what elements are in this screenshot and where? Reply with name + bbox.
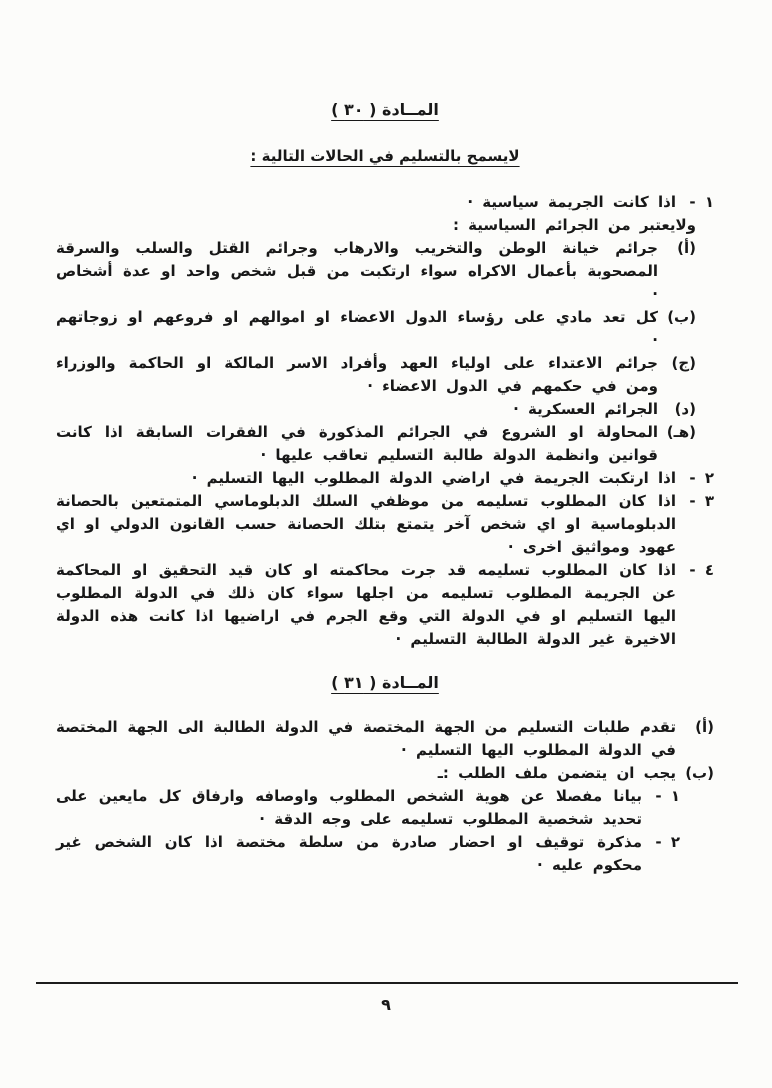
clause-3-marker: ٣ -	[689, 492, 714, 510]
requirement-1	[56, 785, 714, 831]
exception-d	[56, 398, 714, 421]
clause-1-text: اذا كانت الجريمة سياسية ·	[467, 193, 676, 211]
clause-1-note: ولايعتبر من الجرائم السياسية :	[452, 216, 696, 234]
exception-a-text: جرائم خيانة الوطن والتخريب والارهاب وجرائم القتل والسلب والسرقة المصحوبة بأعمال الاكراه سواء ارتكبت من قبل شخص واحد او عدة أشخاص ·	[56, 239, 658, 303]
clause-a-text: تقدم طلبات التسليم من الجهة المختصة في الدولة الطالبة الى الجهة المختصة في الدولة المطلوب اليها التسليم ·	[56, 718, 676, 759]
clause-3-text: اذا كان المطلوب تسليمه من موظفي السلك الدبلوماسي المتمتعين بالحصانة الدبلوماسية او اي شخص آخر يتمتع بتلك الحصانة حسب القانون الدولي او اي عهود ومواثيق اخرى ·	[56, 492, 676, 556]
exception-b-marker: (ب)	[667, 308, 696, 326]
exception-e-marker: (هـ)	[666, 423, 696, 441]
footer-rule	[36, 982, 738, 984]
article-31-title: المــادة ( ٣١ )	[331, 673, 439, 692]
exception-c-text: جرائم الاعتداء على اولياء العهد وأفراد الاسر المالكة او الحاكمة والوزراء ومن في حكمهم في الدول الاعضاء ·	[56, 354, 658, 395]
requirement-1-marker: ١ -	[655, 787, 680, 805]
clause-b	[56, 762, 714, 785]
requirement-1-text: بيانا مفصلا عن هوية الشخص المطلوب واوصافه وارفاق كل مايعين على تحديد شخصية المطلوب تسليمه على وجه الدقة ·	[56, 787, 642, 828]
exception-a-marker: (أ)	[677, 239, 696, 257]
exception-a	[56, 237, 714, 306]
clause-1	[56, 191, 714, 214]
clause-3	[56, 490, 714, 559]
clause-2	[56, 467, 714, 490]
clause-2-marker: ٢ -	[689, 469, 714, 487]
clause-b-marker: (ب)	[685, 764, 714, 782]
exception-e-text: المحاولة او الشروع في الجرائم المذكورة في الفقرات السابقة اذا كانت قوانين وانظمة الدولة طالبة التسليم تعاقب عليها ·	[56, 423, 658, 464]
exception-d-text: الجرائم العسكرية ·	[513, 400, 658, 418]
exception-c-marker: (ج)	[671, 354, 696, 372]
clause-4-text: اذا كان المطلوب تسليمه قد جرت محاكمته او كان قيد التحقيق او المحاكمة عن الجريمة المطلوب تسليمه من اجلها سواء كان ذلك في الدولة المطلوب اليها التسليم او في الدولة التي وقع الجرم في اراضيها اذا كانت هذه الدولة الاخيرة غير الدولة الطالبة التسليم ·	[56, 561, 676, 648]
page-content	[56, 0, 714, 877]
exception-e	[56, 421, 714, 467]
clause-a	[56, 716, 714, 762]
exception-d-marker: (د)	[674, 400, 696, 418]
requirement-2-marker: ٢ -	[655, 833, 680, 851]
requirement-2	[56, 831, 714, 877]
clause-b-text: يجب ان يتضمن ملف الطلب :ـ	[437, 764, 676, 782]
page-number: ٩	[381, 995, 391, 1014]
article-30-title: المــادة ( ٣٠ )	[331, 100, 439, 119]
exception-b	[56, 306, 714, 352]
exception-c	[56, 352, 714, 398]
clause-a-marker: (أ)	[695, 718, 714, 736]
clause-1-marker: ١ -	[689, 193, 714, 211]
clause-2-text: اذا ارتكبت الجريمة في اراضي الدولة المطلوب اليها التسليم ·	[191, 469, 676, 487]
article-30-intro: لايسمح بالتسليم في الحالات التالية :	[250, 147, 520, 165]
exception-b-text: كل تعد مادي على رؤساء الدول الاعضاء او اموالهم او فروعهم او زوجاتهم ·	[56, 308, 658, 349]
clause-4	[56, 559, 714, 651]
requirement-2-text: مذكرة توقيف او احضار صادرة من سلطة مختصة اذا كان الشخص غير محكوم عليه ·	[56, 833, 642, 874]
clause-4-marker: ٤ -	[689, 561, 714, 579]
